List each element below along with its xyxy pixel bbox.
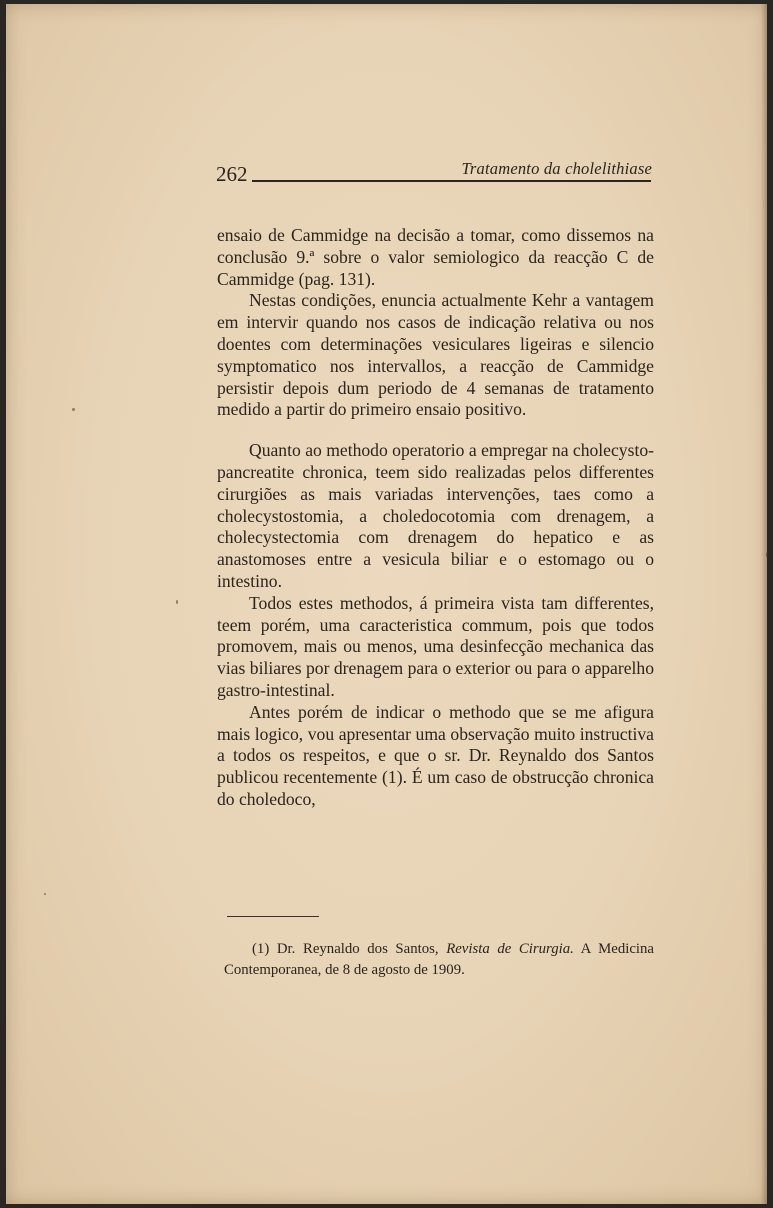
- paragraph-continuation: ensaio de Cammidge na decisão a tomar, como dissemos na conclusão 9.ª sobre o valor semiologico da reacção C de Cammidge (pag. 131).: [217, 225, 654, 289]
- footnote-author: Dr. Reynaldo dos Santos,: [276, 941, 439, 957]
- footnote-rest: A Medicina Contemporanea, de 8 de agosto de 1909.: [224, 941, 655, 978]
- paragraph-kehr: Nestas condições, enuncia actualmente Kehr a vantagem em intervir quando nos casos de indicação relativa ou nos doentes com determinações vesiculares ligeiras e silencio symptomatico nos intervallos, a reacção de Cammidge persistir depois dum periodo de 4 semanas de tratamento medido a partir do primeiro ensaio positivo.: [217, 290, 654, 420]
- page-number: 262: [216, 162, 248, 186]
- main-text: [217, 225, 654, 811]
- footnote-marker: (1): [252, 941, 270, 957]
- footnote-text: [224, 939, 654, 980]
- page-edge-shadow: [761, 4, 767, 1204]
- footnote: [224, 939, 654, 980]
- paragraph-observacao: Antes porém de indicar o methodo que se me afigura mais logico, vou apresentar uma observação muito instructiva a todos os respeitos, e que o sr. Dr. Reynaldo dos Santos publicou recentemente (1). É um caso de obstrucção chronica do choledoco,: [217, 701, 654, 809]
- paragraph-methodo-operatorio: Quanto ao methodo operatorio a empregar na cholecysto-pancreatite chronica, teem sido realizadas pelos differentes cirurgiões as mais variadas intervenções, taes como a cholecystostomia, a choledocotomia com drenagem, a cholecystectomia com drenagem do hepatico e as anastomoses entre a vesicula biliar e o estomago ou o intestino.: [217, 440, 654, 591]
- paper-speck: [176, 600, 178, 604]
- header-rule: [252, 180, 651, 182]
- footnote-journal: Revista de Cirurgia.: [446, 941, 574, 957]
- running-title: Tratamento da cholelithiase: [461, 159, 652, 178]
- footnote-rule: [227, 916, 319, 917]
- paragraph-todos-methodos: Todos estes methodos, á primeira vista tam differentes, teem porém, uma caracteristica commum, pois que todos promovem, mais ou menos, uma desinfecção mechanica das vias biliares por drenagem para o exterior ou para o apparelho gastro-intestinal.: [217, 592, 654, 700]
- book-page: [6, 4, 767, 1204]
- paper-speck: [44, 893, 46, 895]
- paper-speck: [72, 408, 75, 411]
- paper-speck: [766, 552, 768, 557]
